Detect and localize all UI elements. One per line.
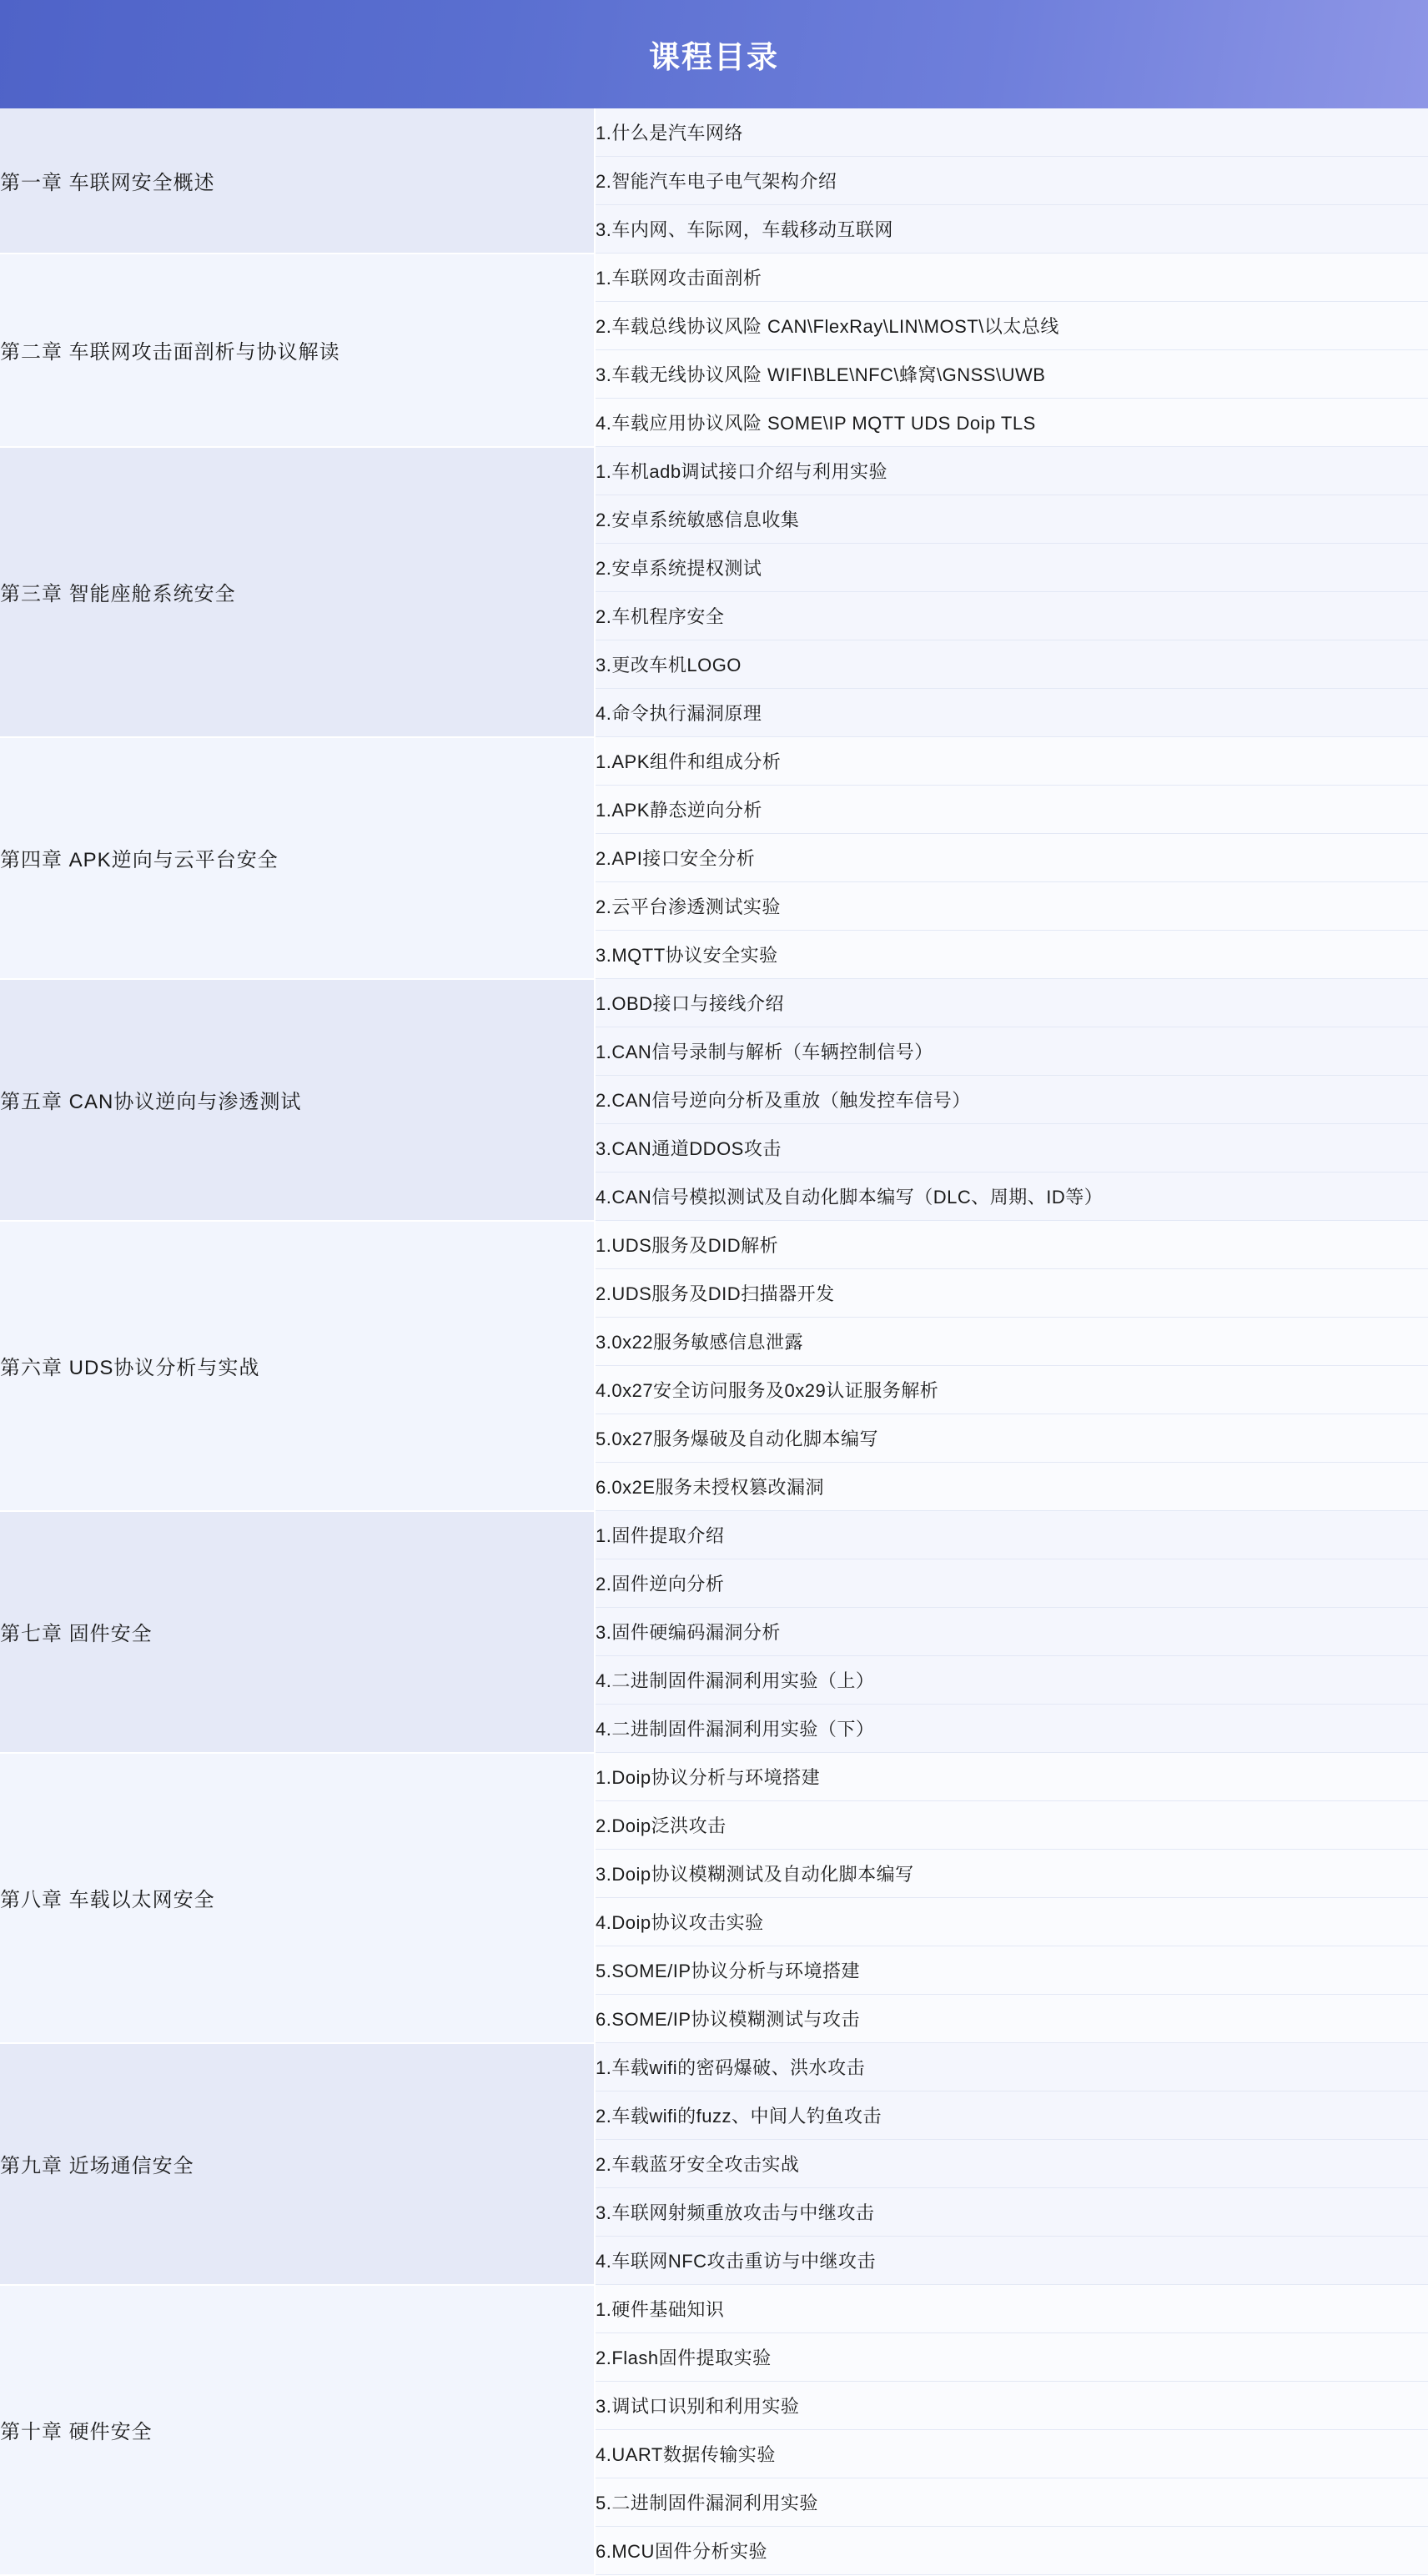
table-row [0, 254, 1428, 302]
chapter-title: 第二章 车联网攻击面剖析与协议解读 [0, 254, 595, 447]
topic-item: 2.车载蓝牙安全攻击实战 [595, 2140, 1428, 2188]
topic-item: 2.UDS服务及DID扫描器开发 [595, 1269, 1428, 1318]
table-row [0, 1753, 1428, 1801]
table-row [0, 737, 1428, 786]
chapter-title: 第一章 车联网安全概述 [0, 108, 595, 254]
topic-item: 3.车内网、车际网，车载移动互联网 [595, 205, 1428, 254]
chapter-title: 第八章 车载以太网安全 [0, 1753, 595, 2043]
topic-item: 4.0x27安全访问服务及0x29认证服务解析 [595, 1366, 1428, 1414]
topic-item: 3.CAN通道DDOS攻击 [595, 1124, 1428, 1173]
chapter-title: 第三章 智能座舱系统安全 [0, 447, 595, 737]
table-row [0, 447, 1428, 495]
table-row [0, 1511, 1428, 1559]
chapter-title: 第九章 近场通信安全 [0, 2043, 595, 2285]
topic-item: 3.Doip协议模糊测试及自动化脚本编写 [595, 1850, 1428, 1898]
topic-item: 1.固件提取介绍 [595, 1511, 1428, 1559]
topic-item: 1.硬件基础知识 [595, 2285, 1428, 2333]
topic-item: 1.APK静态逆向分析 [595, 786, 1428, 834]
topic-item: 5.SOME/IP协议分析与环境搭建 [595, 1946, 1428, 1995]
table-row [0, 1221, 1428, 1269]
topic-item: 6.MCU固件分析实验 [595, 2527, 1428, 2575]
topic-item: 1.APK组件和组成分析 [595, 737, 1428, 786]
topic-item: 2.安卓系统提权测试 [595, 544, 1428, 592]
topic-item: 1.什么是汽车网络 [595, 108, 1428, 157]
topic-item: 1.Doip协议分析与环境搭建 [595, 1753, 1428, 1801]
topic-item: 4.CAN信号模拟测试及自动化脚本编写（DLC、周期、ID等） [595, 1173, 1428, 1221]
table-row [0, 979, 1428, 1027]
chapter-title: 第十章 硬件安全 [0, 2285, 595, 2575]
table-row [0, 108, 1428, 157]
topic-item: 2.Doip泛洪攻击 [595, 1801, 1428, 1850]
chapter-title: 第五章 CAN协议逆向与渗透测试 [0, 979, 595, 1221]
topic-item: 1.车联网攻击面剖析 [595, 254, 1428, 302]
table-row [0, 2285, 1428, 2333]
topic-item: 2.Flash固件提取实验 [595, 2333, 1428, 2382]
topic-item: 2.智能汽车电子电气架构介绍 [595, 157, 1428, 205]
topic-item: 4.UART数据传输实验 [595, 2430, 1428, 2478]
topic-item: 3.MQTT协议安全实验 [595, 931, 1428, 979]
chapter-title: 第四章 APK逆向与云平台安全 [0, 737, 595, 979]
topic-item: 3.固件硬编码漏洞分析 [595, 1608, 1428, 1656]
course-outline-table [0, 108, 1428, 2576]
topic-item: 2.车载总线协议风险 CAN\FlexRay\LIN\MOST\以太总线 [595, 302, 1428, 350]
topic-item: 4.Doip协议攻击实验 [595, 1898, 1428, 1946]
topic-item: 2.车机程序安全 [595, 592, 1428, 640]
chapter-title: 第七章 固件安全 [0, 1511, 595, 1753]
page-header [0, 0, 1428, 108]
topic-item: 6.0x2E服务未授权篡改漏洞 [595, 1463, 1428, 1511]
topic-item: 2.云平台渗透测试实验 [595, 882, 1428, 931]
topic-item: 3.车联网射频重放攻击与中继攻击 [595, 2188, 1428, 2237]
topic-item: 4.二进制固件漏洞利用实验（下） [595, 1705, 1428, 1753]
topic-item: 4.车载应用协议风险 SOME\IP MQTT UDS Doip TLS [595, 399, 1428, 447]
topic-item: 3.调试口识别和利用实验 [595, 2382, 1428, 2430]
topic-item: 1.车机adb调试接口介绍与利用实验 [595, 447, 1428, 495]
topic-item: 2.CAN信号逆向分析及重放（触发控车信号） [595, 1076, 1428, 1124]
topic-item: 1.OBD接口与接线介绍 [595, 979, 1428, 1027]
topic-item: 5.二进制固件漏洞利用实验 [595, 2478, 1428, 2527]
topic-item: 3.0x22服务敏感信息泄露 [595, 1318, 1428, 1366]
topic-item: 2.API接口安全分析 [595, 834, 1428, 882]
chapter-title: 第六章 UDS协议分析与实战 [0, 1221, 595, 1511]
topic-item: 1.车载wifi的密码爆破、洪水攻击 [595, 2043, 1428, 2091]
topic-item: 4.车联网NFC攻击重访与中继攻击 [595, 2237, 1428, 2285]
table-row [0, 2043, 1428, 2091]
topic-item: 2.固件逆向分析 [595, 1559, 1428, 1608]
topic-item: 4.命令执行漏洞原理 [595, 689, 1428, 737]
topic-item: 5.0x27服务爆破及自动化脚本编写 [595, 1414, 1428, 1463]
topic-item: 3.更改车机LOGO [595, 640, 1428, 689]
topic-item: 4.二进制固件漏洞利用实验（上） [595, 1656, 1428, 1705]
page-title: 课程目录 [649, 40, 779, 74]
topic-item: 1.UDS服务及DID解析 [595, 1221, 1428, 1269]
topic-item: 2.安卓系统敏感信息收集 [595, 495, 1428, 544]
topic-item: 2.车载wifi的fuzz、中间人钓鱼攻击 [595, 2091, 1428, 2140]
topic-item: 3.车载无线协议风险 WIFI\BLE\NFC\蜂窝\GNSS\UWB [595, 350, 1428, 399]
topic-item: 6.SOME/IP协议模糊测试与攻击 [595, 1995, 1428, 2043]
topic-item: 1.CAN信号录制与解析（车辆控制信号） [595, 1027, 1428, 1076]
